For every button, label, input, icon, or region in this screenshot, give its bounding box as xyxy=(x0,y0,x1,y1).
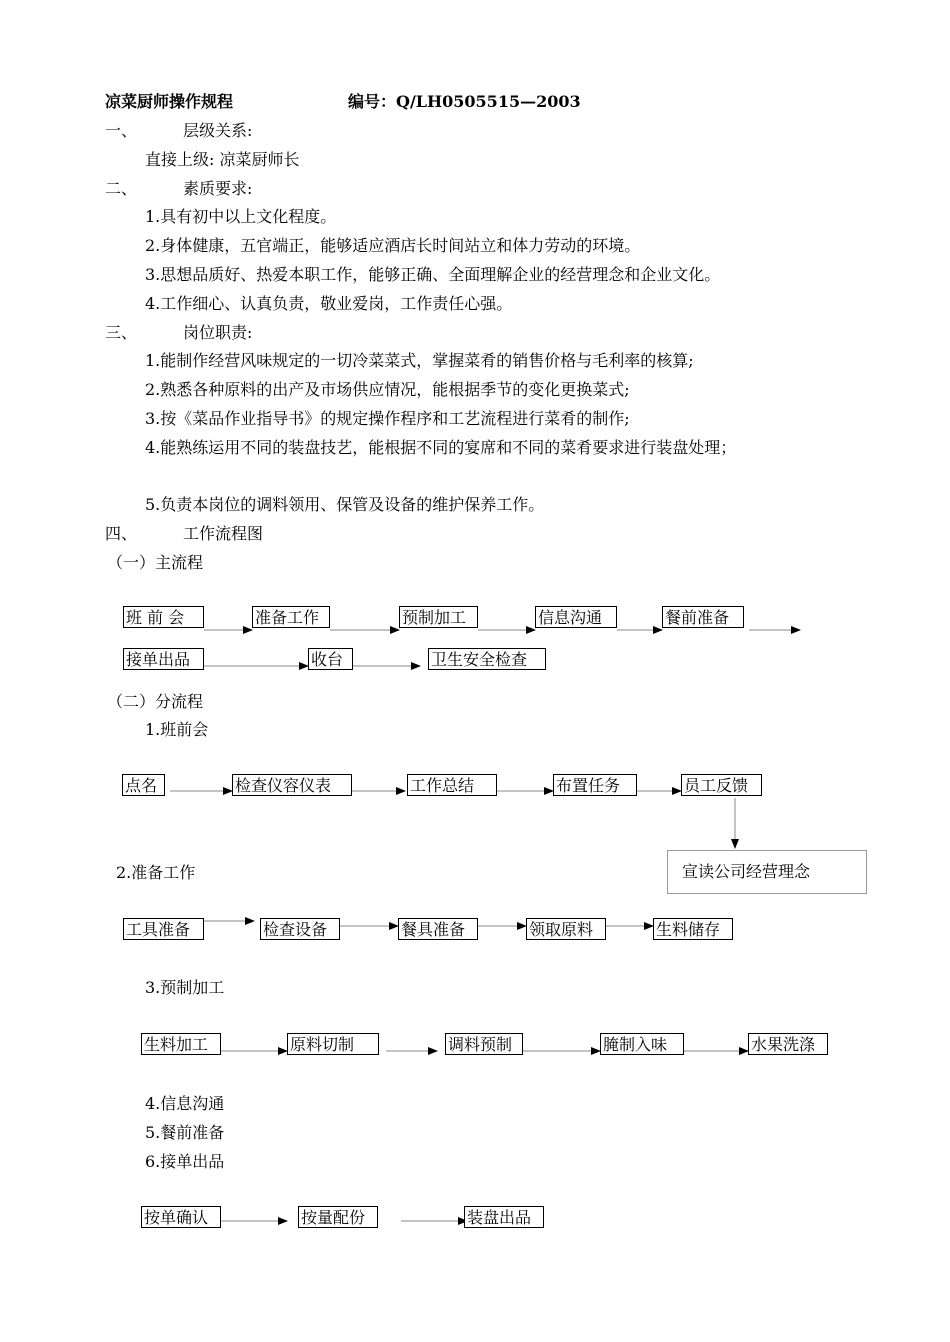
flow-box-tool-prep: 工具准备 xyxy=(123,918,204,940)
section-2-title: 素质要求: xyxy=(183,179,253,198)
flow-box-safety-check: 卫生安全检查 xyxy=(428,648,546,670)
flow-box-pre-processing: 预制加工 xyxy=(399,606,478,628)
quality-item: 2.身体健康，五官端正，能够适应酒店长时间站立和体力劳动的环境。 xyxy=(145,236,641,255)
flow-box-assign-tasks: 布置任务 xyxy=(553,774,637,796)
duty-item: 5.负责本岗位的调料领用、保管及设备的维护保养工作。 xyxy=(145,495,545,514)
flow-box-equipment-check: 检查设备 xyxy=(260,918,340,940)
section-4-number: 四、 xyxy=(105,524,138,543)
flow-box-read-philosophy: 宣读公司经营理念 xyxy=(667,850,867,894)
section-4-title: 工作流程图 xyxy=(183,524,264,543)
flow-box-roll-call: 点名 xyxy=(122,774,165,796)
sub-flow-1-label: 1.班前会 xyxy=(145,720,209,739)
section-3-number: 三、 xyxy=(105,323,138,342)
flow-box-work-summary: 工作总结 xyxy=(407,774,497,796)
sub-flow-label: （二）分流程 xyxy=(107,692,204,711)
sub-flow-4-label: 4.信息沟通 xyxy=(145,1094,225,1113)
flow-box-marinating: 腌制入味 xyxy=(600,1033,684,1055)
page-title: 凉菜厨师操作规程 xyxy=(105,92,234,111)
quality-item: 3.思想品质好、热爱本职工作，能够正确、全面理解企业的经营理念和企业文化。 xyxy=(145,265,721,284)
flow-box-cutting: 原料切制 xyxy=(287,1033,379,1055)
flow-box-portioning: 按量配份 xyxy=(298,1206,378,1228)
document-code: 编号：Q/LH0505515—2003 xyxy=(348,92,581,111)
flow-box-order-dispatch: 接单出品 xyxy=(123,648,204,670)
flow-box-clear-counter: 收台 xyxy=(308,648,353,670)
flow-box-tableware-prep: 餐具准备 xyxy=(398,918,478,940)
duty-item: 1.能制作经营风味规定的一切冷菜菜式，掌握菜肴的销售价格与毛利率的核算; xyxy=(145,351,694,370)
flow-box-raw-storage: 生料储存 xyxy=(653,918,733,940)
flow-box-pre-meal-prep: 餐前准备 xyxy=(662,606,744,628)
supervisor-line: 直接上级: 凉菜厨师长 xyxy=(145,150,300,169)
section-1-number: 一、 xyxy=(105,121,138,140)
section-3-title: 岗位职责: xyxy=(183,323,253,342)
duty-item: 3.按《菜品作业指导书》的规定操作程序和工艺流程进行菜肴的制作; xyxy=(145,409,630,428)
flow-box-confirm-order: 按单确认 xyxy=(141,1206,221,1228)
section-2-number: 二、 xyxy=(105,179,138,198)
main-flow-label: （一）主流程 xyxy=(107,553,204,572)
flow-box-seasoning-prep: 调料预制 xyxy=(445,1033,523,1055)
flow-box-communication: 信息沟通 xyxy=(535,606,617,628)
quality-item: 4.工作细心、认真负责，敬业爱岗，工作责任心强。 xyxy=(145,294,513,313)
duty-item: 4.能熟练运用不同的装盘技艺，能根据不同的宴席和不同的菜肴要求进行装盘处理； xyxy=(145,438,737,457)
flow-box-pre-shift-meeting: 班 前 会 xyxy=(123,606,204,628)
duty-item: 2.熟悉各种原料的出产及市场供应情况，能根据季节的变化更换菜式; xyxy=(145,380,630,399)
flow-box-raw-processing: 生料加工 xyxy=(141,1033,221,1055)
quality-item: 1.具有初中以上文化程度。 xyxy=(145,207,337,226)
sub-flow-5-label: 5.餐前准备 xyxy=(145,1123,225,1142)
flow-box-fruit-washing: 水果洗涤 xyxy=(748,1033,828,1055)
sub-flow-2-label: 2.准备工作 xyxy=(116,863,196,882)
sub-flow-3-label: 3.预制加工 xyxy=(145,978,225,997)
section-1-title: 层级关系: xyxy=(183,121,253,140)
flow-box-appearance-check: 检查仪容仪表 xyxy=(232,774,352,796)
flow-box-staff-feedback: 员工反馈 xyxy=(681,774,762,796)
sub-flow-6-label: 6.接单出品 xyxy=(145,1152,225,1171)
flow-box-plating-dispatch: 装盘出品 xyxy=(464,1206,544,1228)
flow-box-preparation: 准备工作 xyxy=(252,606,330,628)
flow-box-collect-materials: 领取原料 xyxy=(526,918,606,940)
